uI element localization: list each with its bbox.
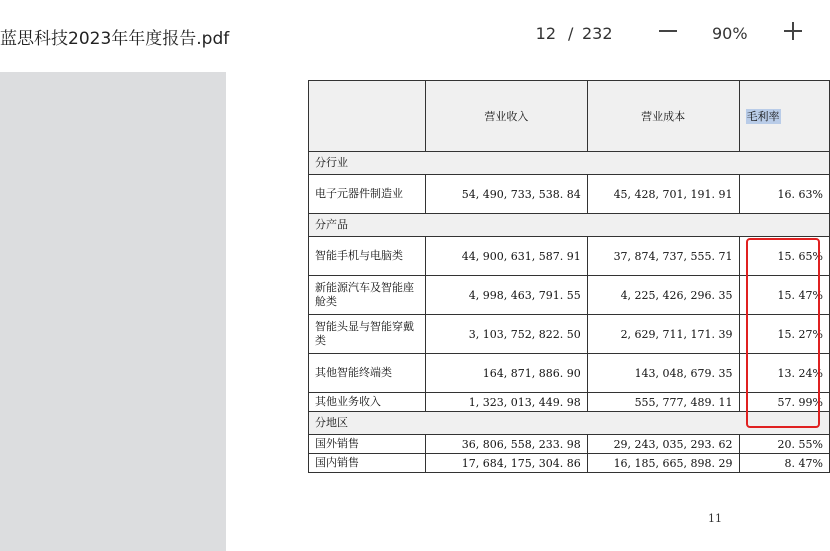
cost-cell: 16, 185, 665, 898. 29	[587, 454, 739, 473]
section-row	[309, 152, 830, 175]
viewer-toolbar	[0, 0, 830, 70]
margin-cell: 16. 63%	[739, 175, 829, 214]
header-cost: 营业成本	[587, 81, 739, 152]
zoom-out-icon[interactable]	[656, 18, 680, 42]
total-pages: 232	[582, 24, 613, 43]
revenue-cell: 3, 103, 752, 822. 50	[426, 315, 588, 354]
cost-cell: 2, 629, 711, 171. 39	[587, 315, 739, 354]
table-row	[309, 175, 830, 214]
section-row	[309, 214, 830, 237]
section-label: 分产品	[309, 214, 830, 237]
cost-cell: 143, 048, 679. 35	[587, 354, 739, 393]
margin-cell: 57. 99%	[739, 393, 829, 412]
thumbnail-sidebar[interactable]	[0, 72, 226, 551]
page-number-input[interactable]: 12	[535, 24, 556, 43]
margin-cell: 8. 47%	[739, 454, 829, 473]
cost-cell: 4, 225, 426, 296. 35	[587, 276, 739, 315]
revenue-cell: 36, 806, 558, 233. 98	[426, 435, 588, 454]
row-label: 电子元器件制造业	[309, 175, 426, 214]
revenue-cell: 1, 323, 013, 449. 98	[426, 393, 588, 412]
revenue-cell: 164, 871, 886. 90	[426, 354, 588, 393]
revenue-cell: 44, 900, 631, 587. 91	[426, 237, 588, 276]
revenue-cell: 54, 490, 733, 538. 84	[426, 175, 588, 214]
revenue-cell: 4, 998, 463, 791. 55	[426, 276, 588, 315]
margin-cell: 20. 55%	[739, 435, 829, 454]
row-label: 国外销售	[309, 435, 426, 454]
zoom-level[interactable]: 90%	[712, 24, 748, 43]
section-label: 分地区	[309, 412, 830, 435]
cost-cell: 29, 243, 035, 293. 62	[587, 435, 739, 454]
row-label: 智能头显与智能穿戴类	[309, 315, 426, 354]
zoom-in-icon[interactable]	[781, 18, 805, 42]
row-label: 其他智能终端类	[309, 354, 426, 393]
table-row	[309, 435, 830, 454]
margin-cell: 15. 27%	[739, 315, 829, 354]
row-label: 智能手机与电脑类	[309, 237, 426, 276]
section-label: 分行业	[309, 152, 830, 175]
row-label: 其他业务收入	[309, 393, 426, 412]
margin-cell: 13. 24%	[739, 354, 829, 393]
row-label: 新能源汽车及智能座舱类	[309, 276, 426, 315]
cost-cell: 555, 777, 489. 11	[587, 393, 739, 412]
row-label: 国内销售	[309, 454, 426, 473]
cost-cell: 37, 874, 737, 555. 71	[587, 237, 739, 276]
page-separator: /	[568, 24, 574, 43]
page-footer-number: 11	[708, 512, 722, 525]
revenue-cell: 17, 684, 175, 304. 86	[426, 454, 588, 473]
cost-cell: 45, 428, 701, 191. 91	[587, 175, 739, 214]
margin-cell: 15. 65%	[739, 237, 829, 276]
margin-cell: 15. 47%	[739, 276, 829, 315]
header-category	[309, 81, 426, 152]
header-revenue: 营业收入	[426, 81, 588, 152]
table-row	[309, 454, 830, 473]
highlighted-text: 毛利率	[746, 110, 780, 123]
table-header-row	[309, 81, 830, 152]
document-title: 蓝思科技2023年年度报告.pdf	[0, 29, 230, 49]
header-margin	[739, 81, 829, 152]
margin-annotation-box	[746, 238, 820, 428]
